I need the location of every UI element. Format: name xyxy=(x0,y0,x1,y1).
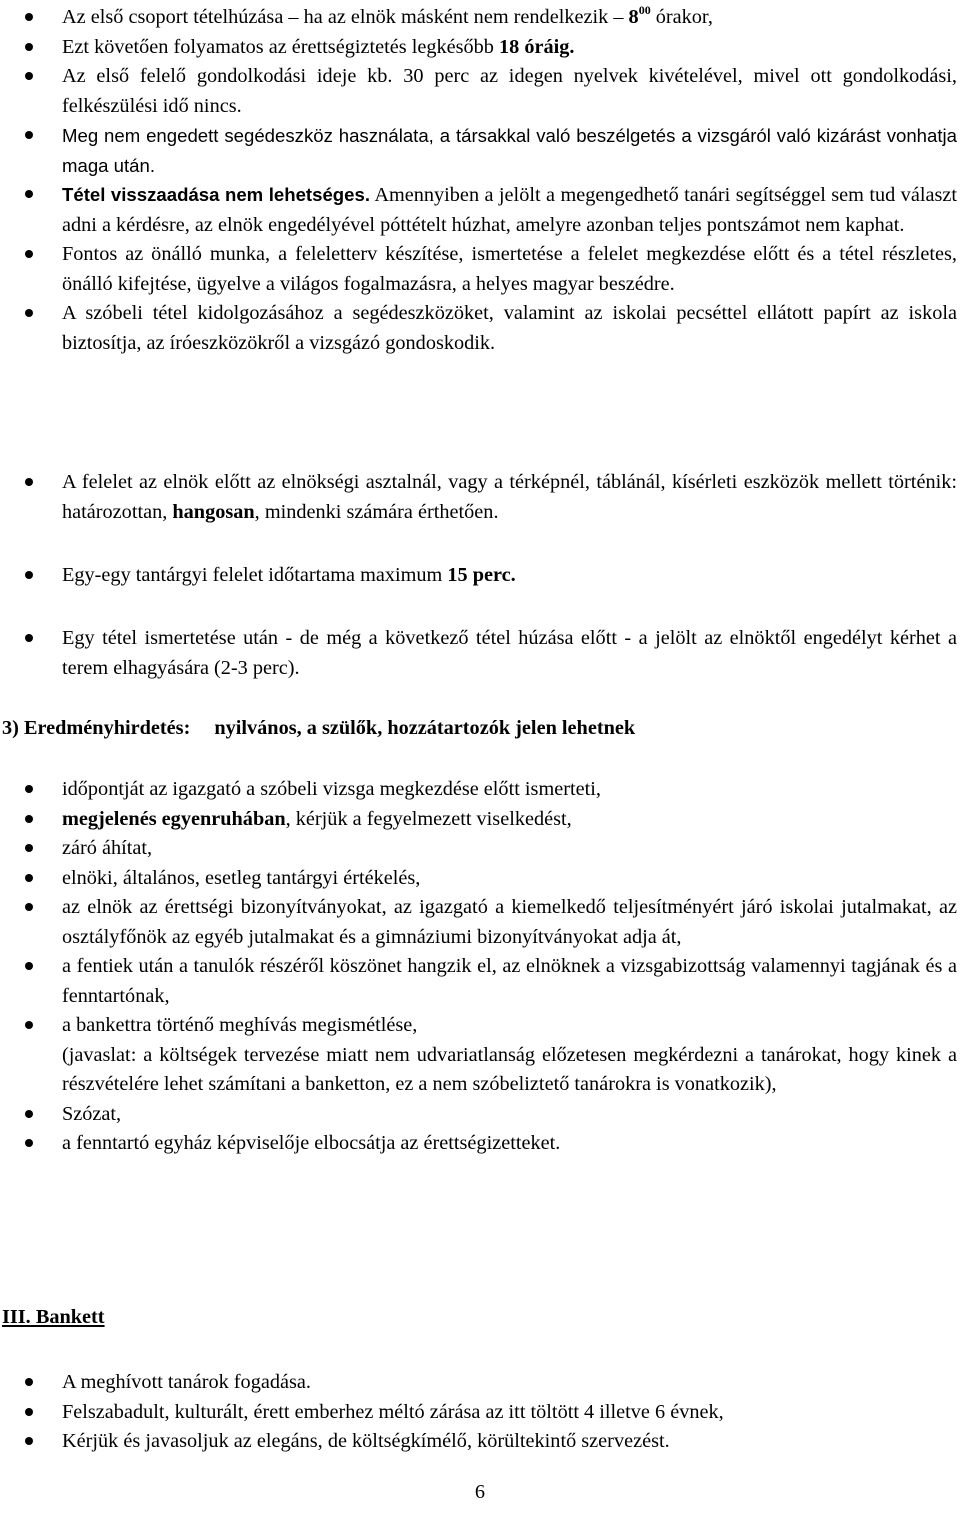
list-item: záró áhítat, xyxy=(0,834,960,864)
list-item: A meghívott tanárok fogadása. xyxy=(0,1368,960,1398)
bankett-list xyxy=(0,1368,960,1457)
elhagyas-list xyxy=(0,624,960,683)
list-item: Tétel visszaadása nem lehetséges. Amennyiben a jelölt a megengedhető tanári segítséggel sem tud választ adni a kérdésre, az elnök engedélyével póttételt húzhat, amelyre azonban teljes pontszámot nem kaphat. xyxy=(0,180,960,240)
list-item: Ezt követően folyamatos az érettségiztetés legkésőbb 18 óráig. xyxy=(0,33,960,63)
list-item: Egy tétel ismertetése után - de még a következő tétel húzása előtt - a jelölt az elnöktől engedélyt kérhet a terem elhagyására (2-3 perc). xyxy=(0,624,960,683)
list-item: Egy-egy tantárgyi felelet időtartama maximum 15 perc. xyxy=(0,561,960,591)
list-item: megjelenés egyenruhában, kérjük a fegyelmezett viselkedést, xyxy=(0,805,960,835)
list-item: Meg nem engedett segédeszköz használata, a társakkal való beszélgetés a vizsgáról való kizárást vonhatja maga után. xyxy=(0,121,960,180)
list-item: a fentiek után a tanulók részéről köszönet hangzik el, az elnöknek a vizsgabizottság valamennyi tagjának és a fenntartónak, xyxy=(0,952,960,1011)
section-heading-bankett: III. Bankett xyxy=(2,1306,105,1328)
list-item: a fenntartó egyház képviselője elbocsátja az érettségizetteket. xyxy=(0,1129,960,1159)
section-heading: 3) Eredményhirdetés: nyilvános, a szülők, hozzátartozók jelen lehetnek xyxy=(2,717,636,739)
list-item: Felszabadult, kulturált, érett emberhez méltó zárása az itt töltött 4 illetve 6 évnek, xyxy=(0,1398,960,1428)
list-item: Kérjük és javasoljuk az elegáns, de költségkímélő, körültekintő szervezést. xyxy=(0,1427,960,1457)
list-item: A szóbeli tétel kidolgozásához a segédeszközöket, valamint az iskolai pecséttel ellátott papírt az iskola biztosítja, az íróeszközökről a vizsgázó gondoskodik. xyxy=(0,299,960,358)
felelet-list xyxy=(0,468,960,527)
list-item: időpontját az igazgató a szóbeli vizsga megkezdése előtt ismerteti, xyxy=(0,775,960,805)
list-item: a bankettra történő meghívás megismétlése, (javaslat: a költségek tervezése miatt nem udvariatlanság előzetesen megkérdezni a tanárokat, hogy kinek a részvételére lehet számítani a banketton, ez a nem szóbeliztető tanárokra is vonatkozik), xyxy=(0,1011,960,1100)
list-item: Szózat, xyxy=(0,1100,960,1130)
ceremony-list xyxy=(0,775,960,1159)
list-item: az elnök az érettségi bizonyítványokat, az igazgató a kiemelkedő teljesítményért járó iskolai jutalmakat, az osztályfőnök az egyéb jutalmakat és a gimnáziumi bizonyítványokat adja át, xyxy=(0,893,960,952)
page-number: 6 xyxy=(474,1481,486,1503)
rules-list xyxy=(0,3,960,358)
list-item: Az első felelő gondolkodási ideje kb. 30 perc az idegen nyelvek kivételével, mivel ott gondolkodási, felkészülési idő nincs. xyxy=(0,62,960,121)
list-item: Fontos az önálló munka, a feleletterv készítése, ismertetése a felelet megkezdése előtt és a tétel részletes, önálló kifejtése, ügyelve a világos fogalmazásra, a helyes magyar beszédre. xyxy=(0,240,960,299)
list-item: A felelet az elnök előtt az elnökségi asztalnál, vagy a térképnél, táblánál, kísérleti eszközök mellett történik: határozottan, hangosan, mindenki számára érthetően. xyxy=(0,468,960,527)
list-item: elnöki, általános, esetleg tantárgyi értékelés, xyxy=(0,864,960,894)
idotartam-list xyxy=(0,561,960,591)
list-item: Az első csoport tételhúzása – ha az elnök másként nem rendelkezik – $8^{00}$ órakor, xyxy=(0,3,960,33)
